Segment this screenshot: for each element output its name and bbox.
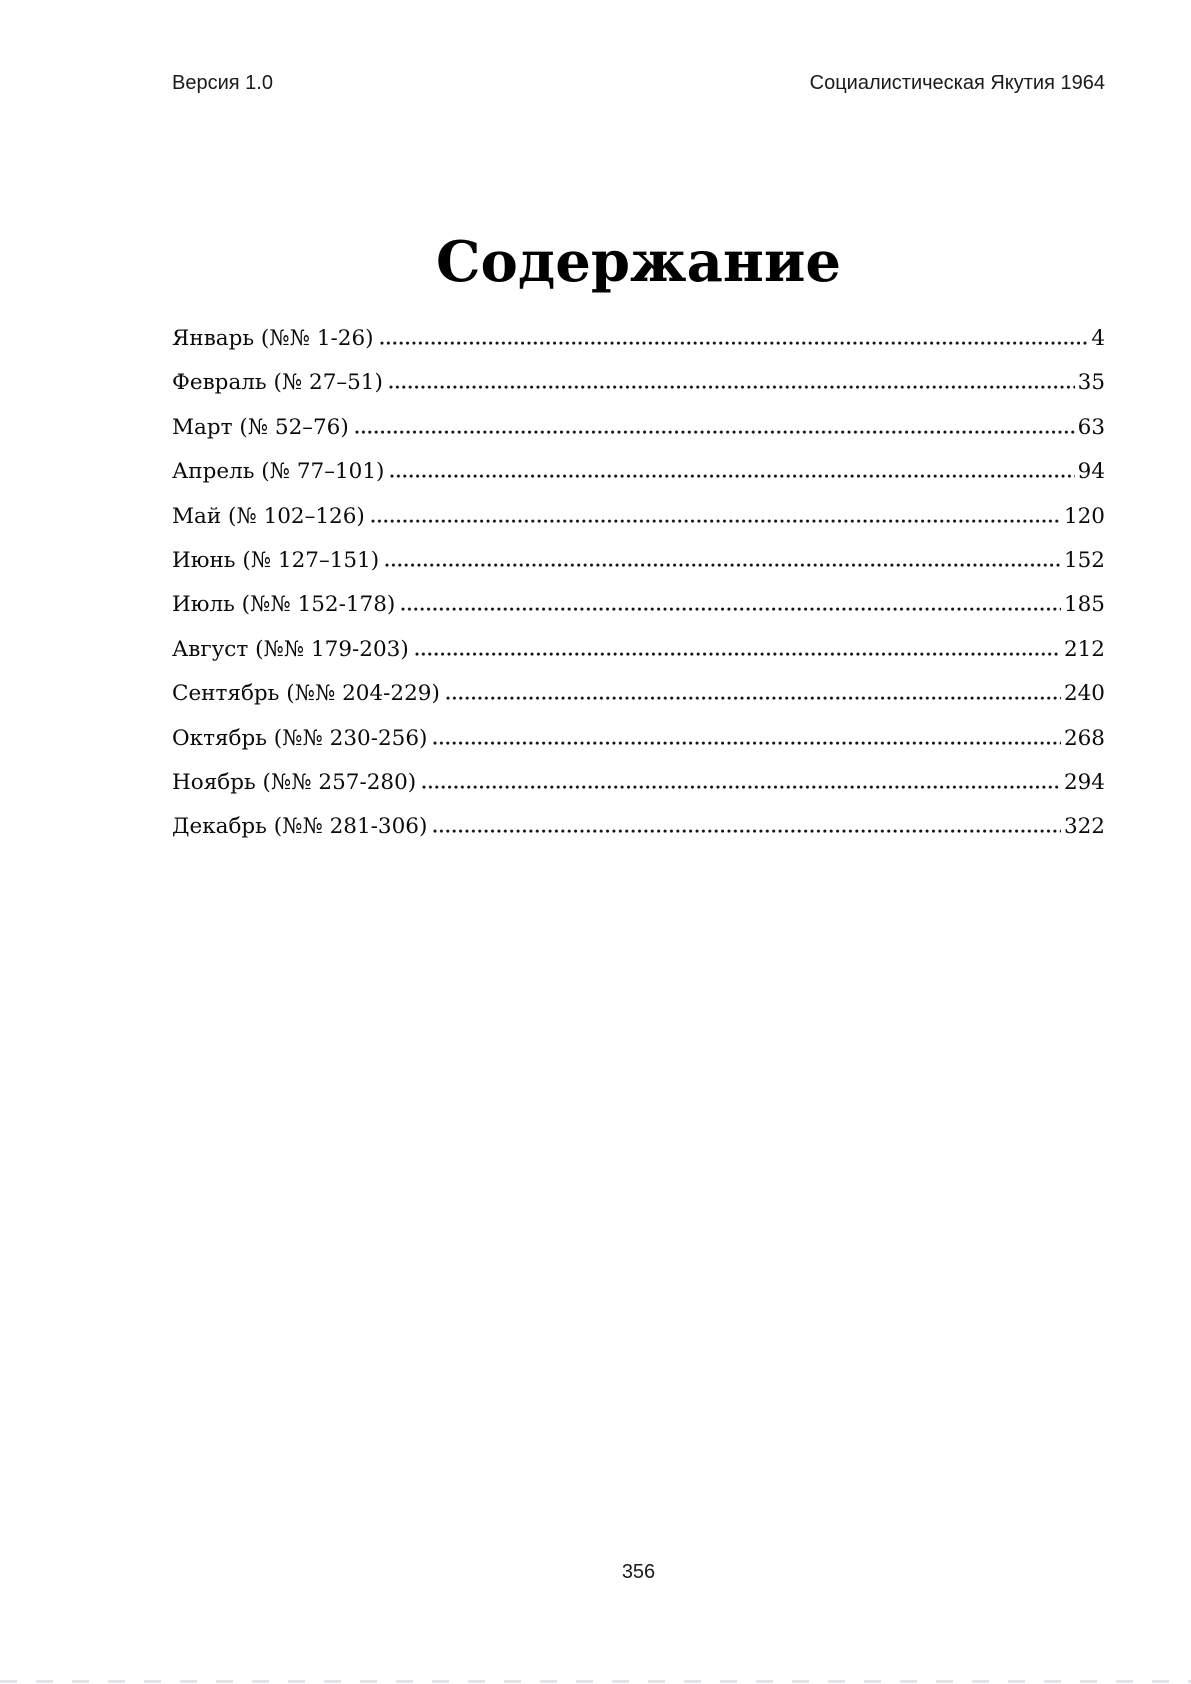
toc-leader-dots [432, 740, 1061, 745]
toc-entry[interactable] [172, 672, 1105, 716]
toc-entry-label: Июнь (№ 127–151) [172, 548, 380, 574]
toc-entry-page-number: 94 [1077, 459, 1105, 485]
toc-leader-dots [421, 784, 1061, 789]
toc-leader-dots [414, 651, 1061, 656]
toc-entry-page-number: 4 [1091, 326, 1105, 351]
toc-entry-page-number: 120 [1063, 503, 1105, 529]
toc-entry-page-number: 294 [1063, 770, 1105, 796]
page-footer [172, 1561, 1105, 1584]
toc-entry[interactable] [172, 361, 1105, 405]
running-header [172, 72, 1105, 95]
toc-entry[interactable] [172, 495, 1105, 539]
header-version-label: Версия 1.0 [172, 72, 273, 94]
toc-entry-page-number: 185 [1063, 592, 1105, 618]
toc-entry-label: Январь (№№ 1-26) [172, 326, 374, 351]
toc-entry-page-number: 35 [1077, 370, 1105, 396]
toc-leader-dots [354, 429, 1075, 434]
header-document-title: Социалистическая Якутия 1964 [809, 72, 1105, 94]
toc-entry[interactable] [172, 805, 1105, 849]
toc-entry-label: Февраль (№ 27–51) [172, 370, 383, 396]
toc-entry[interactable] [172, 583, 1105, 627]
toc-entry-label: Март (№ 52–76) [172, 414, 349, 440]
toc-entry-label: Июль (№№ 152-178) [172, 592, 396, 618]
toc-entry-label: Декабрь (№№ 281-306) [172, 814, 428, 840]
toc-entry-page-number: 63 [1077, 414, 1105, 440]
page-title: Содержание [435, 229, 841, 295]
toc-entry-label: Октябрь (№№ 230-256) [172, 725, 428, 751]
toc-entry-page-number: 268 [1063, 725, 1105, 751]
toc-entry-page-number: 240 [1063, 681, 1105, 707]
toc-entry-page-number: 212 [1063, 636, 1105, 662]
footer-page-number: 356 [621, 1561, 656, 1583]
toc-list [172, 317, 1105, 850]
toc-leader-dots [384, 562, 1061, 567]
toc-entry-label: Апрель (№ 77–101) [172, 459, 385, 485]
bottom-edge-rule [0, 1680, 1191, 1683]
toc-entry[interactable] [172, 539, 1105, 583]
toc-entry[interactable] [172, 761, 1105, 805]
toc-entry-page-number: 322 [1063, 814, 1105, 840]
toc-entry-label: Ноябрь (№№ 257-280) [172, 770, 417, 796]
toc-leader-dots [400, 606, 1061, 611]
toc-entry[interactable] [172, 450, 1105, 494]
toc-entry-label: Сентябрь (№№ 204-229) [172, 681, 440, 707]
toc-leader-dots [370, 518, 1061, 523]
toc-entry[interactable] [172, 717, 1105, 761]
toc-leader-dots [432, 828, 1061, 833]
toc-entry[interactable] [172, 628, 1105, 672]
toc-entry[interactable] [172, 317, 1105, 361]
toc-entry[interactable] [172, 406, 1105, 450]
toc-leader-dots [388, 384, 1075, 389]
toc-entry-label: Август (№№ 179-203) [172, 636, 409, 662]
toc-entry-page-number: 152 [1063, 548, 1105, 574]
toc-entry-label: Май (№ 102–126) [172, 503, 365, 529]
toc-leader-dots [445, 695, 1061, 700]
toc-leader-dots [379, 340, 1089, 345]
toc-leader-dots [389, 473, 1074, 478]
